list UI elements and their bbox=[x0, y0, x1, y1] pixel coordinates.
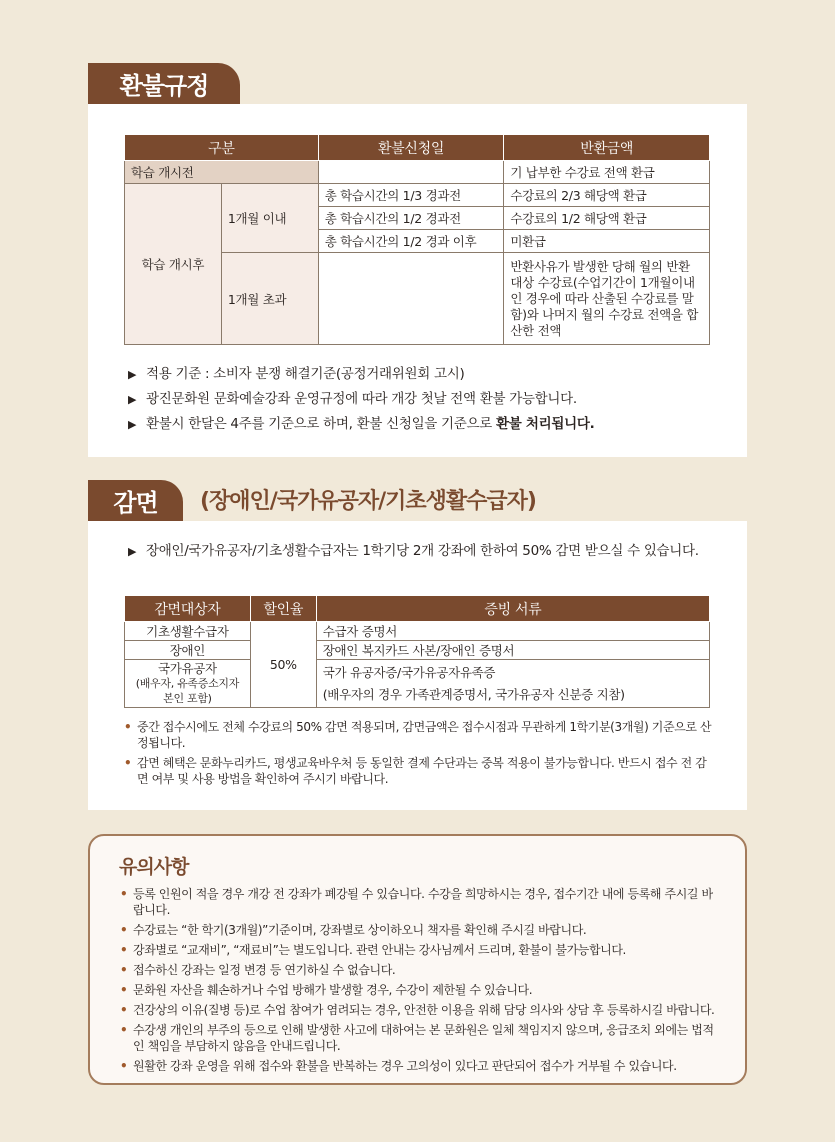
table-cell bbox=[318, 253, 504, 345]
refund-table bbox=[124, 134, 710, 345]
notice-box bbox=[88, 834, 747, 1085]
triangle-bullet-icon: ▶ bbox=[128, 545, 137, 558]
dot-bullet-icon: • bbox=[120, 983, 128, 997]
dot-bullet-icon: • bbox=[120, 1059, 128, 1073]
table-row bbox=[125, 622, 710, 641]
list-item: ▶ 광진문화원 문화예술강좌 운영규정에 따라 개강 첫날 전액 환불 가능합니다. bbox=[126, 387, 726, 412]
list-item: • 등록 인원이 적을 경우 개강 전 강좌가 폐강될 수 있습니다. 수강을 희망하시는 경우, 접수기간 내에 등록해 주시길 바랍니다. bbox=[120, 887, 713, 917]
table-row bbox=[125, 641, 710, 660]
refund-panel bbox=[88, 104, 747, 457]
triangle-bullet-icon: ▶ bbox=[128, 418, 137, 431]
table-cell: 학습 개시전 bbox=[125, 161, 319, 184]
table-header: 할인율 bbox=[250, 596, 316, 622]
table-cell: 기 납부한 수강료 전액 환급 bbox=[504, 161, 710, 184]
table-row bbox=[125, 161, 710, 184]
table-cell: 반환사유가 발생한 당해 월의 반환 대상 수강료(수업기간이 1개월이내인 경우에 따라 산출된 수강료를 말함)와 나머지 월의 수강료 전액을 합산한 전액 bbox=[504, 253, 710, 345]
table-header: 환불신청일 bbox=[318, 135, 504, 161]
table-cell: 국가 유공자증/국가유공자유족증 (배우자의 경우 가족관계증명서, 국가유공자 신분증 지참) bbox=[316, 660, 709, 708]
refund-section-title: 환불규정 bbox=[88, 63, 240, 104]
dot-bullet-icon: • bbox=[120, 963, 128, 977]
discount-intro bbox=[126, 541, 726, 562]
table-cell: 국가유공자 (배우자, 유족증소지자 본인 포함) bbox=[125, 660, 251, 708]
dot-bullet-icon: • bbox=[124, 756, 132, 770]
table-cell: 총 학습시간의 1/2 경과전 bbox=[318, 207, 504, 230]
list-item: ▶ 환불시 한달은 4주를 기준으로 하며, 환불 신청일을 기준으로 환불 처리됩니다. bbox=[126, 412, 726, 437]
list-item: • 중간 접수시에도 전체 수강료의 50% 감면 적용되며, 감면금액은 접수시점과 무관하게 1학기분(3개월) 기준으로 산정됩니다. bbox=[124, 720, 712, 750]
table-header-row bbox=[125, 596, 710, 622]
table-cell bbox=[318, 161, 504, 184]
table-cell: 1개월 초과 bbox=[221, 253, 318, 345]
table-cell: 수급자 증명서 bbox=[316, 622, 709, 641]
table-cell: 총 학습시간의 1/2 경과 이후 bbox=[318, 230, 504, 253]
table-cell: 1개월 이내 bbox=[221, 184, 318, 253]
table-header: 반환금액 bbox=[504, 135, 710, 161]
list-item: ▶ 적용 기준 : 소비자 분쟁 해결기준(공정거래위원회 고시) bbox=[126, 362, 726, 387]
table-cell: 기초생활수급자 bbox=[125, 622, 251, 641]
dot-bullet-icon: • bbox=[124, 720, 132, 734]
table-cell: 총 학습시간의 1/3 경과전 bbox=[318, 184, 504, 207]
dot-bullet-icon: • bbox=[120, 923, 128, 937]
table-cell: 수강료의 1/2 해당액 환급 bbox=[504, 207, 710, 230]
table-row bbox=[125, 184, 710, 207]
table-header: 구분 bbox=[125, 135, 319, 161]
table-header-row bbox=[125, 135, 710, 161]
table-cell: 학습 개시후 bbox=[125, 184, 222, 345]
triangle-bullet-icon: ▶ bbox=[128, 393, 137, 406]
table-cell: 장애인 bbox=[125, 641, 251, 660]
triangle-bullet-icon: ▶ bbox=[128, 368, 137, 381]
notice-title: 유의사항 bbox=[119, 856, 189, 878]
list-item: • 건강상의 이유(질병 등)로 수업 참여가 염려되는 경우, 안전한 이용을 위해 담당 의사와 상담 후 등록하시길 바랍니다. bbox=[120, 1003, 715, 1017]
list-item: • 감면 혜택은 문화누리카드, 평생교육바우처 등 동일한 결제 수단과는 중복 적용이 불가능합니다. 반드시 접수 전 감면 여부 및 사용 방법을 확인하여 주시기 바랍니다. bbox=[124, 756, 707, 786]
table-header: 감면대상자 bbox=[125, 596, 251, 622]
list-item: • 접수하신 강좌는 일정 변경 등 연기하실 수 없습니다. bbox=[120, 963, 396, 977]
table-cell: 미환급 bbox=[504, 230, 710, 253]
list-item: ▶ 장애인/국가유공자/기초생활수급자는 1학기당 2개 강좌에 한하여 50% 감면 받으실 수 있습니다. bbox=[126, 541, 726, 562]
list-item: • 강좌별로 “교재비”, “재료비”는 별도입니다. 관련 안내는 강사님께서 드리며, 환불이 불가능합니다. bbox=[120, 943, 626, 957]
discount-panel bbox=[88, 521, 747, 810]
dot-bullet-icon: • bbox=[120, 1023, 128, 1037]
dot-bullet-icon: • bbox=[120, 943, 128, 957]
dot-bullet-icon: • bbox=[120, 887, 128, 901]
discount-notes bbox=[124, 719, 714, 791]
discount-section-title: 감면 bbox=[88, 480, 183, 521]
notice-list bbox=[120, 886, 720, 1078]
table-cell: 수강료의 2/3 해당액 환급 bbox=[504, 184, 710, 207]
table-cell: 장애인 복지카드 사본/장애인 증명서 bbox=[316, 641, 709, 660]
dot-bullet-icon: • bbox=[120, 1003, 128, 1017]
refund-notes bbox=[126, 362, 726, 437]
list-item: • 문화원 자산을 훼손하거나 수업 방해가 발생할 경우, 수강이 제한될 수 있습니다. bbox=[120, 983, 533, 997]
discount-table bbox=[124, 595, 710, 708]
discount-rate: 50% bbox=[250, 622, 316, 708]
list-item: • 수강료는 “한 학기(3개월)”기준이며, 강좌별로 상이하오니 책자를 확인해 주시길 바랍니다. bbox=[120, 923, 587, 937]
table-header: 증빙 서류 bbox=[316, 596, 709, 622]
list-item: • 수강생 개인의 부주의 등으로 인해 발생한 사고에 대하여는 본 문화원은 일체 책임지지 않으며, 응급조치 외에는 법적인 책임을 부담하지 않음을 안내드립니다. bbox=[120, 1023, 714, 1053]
list-item: • 원활한 강좌 운영을 위해 접수와 환불을 반복하는 경우 고의성이 있다고 판단되어 접수가 거부될 수 있습니다. bbox=[120, 1059, 677, 1073]
discount-subtitle: (장애인/국가유공자/기초생활수급자) bbox=[200, 489, 536, 514]
table-row bbox=[125, 660, 710, 708]
